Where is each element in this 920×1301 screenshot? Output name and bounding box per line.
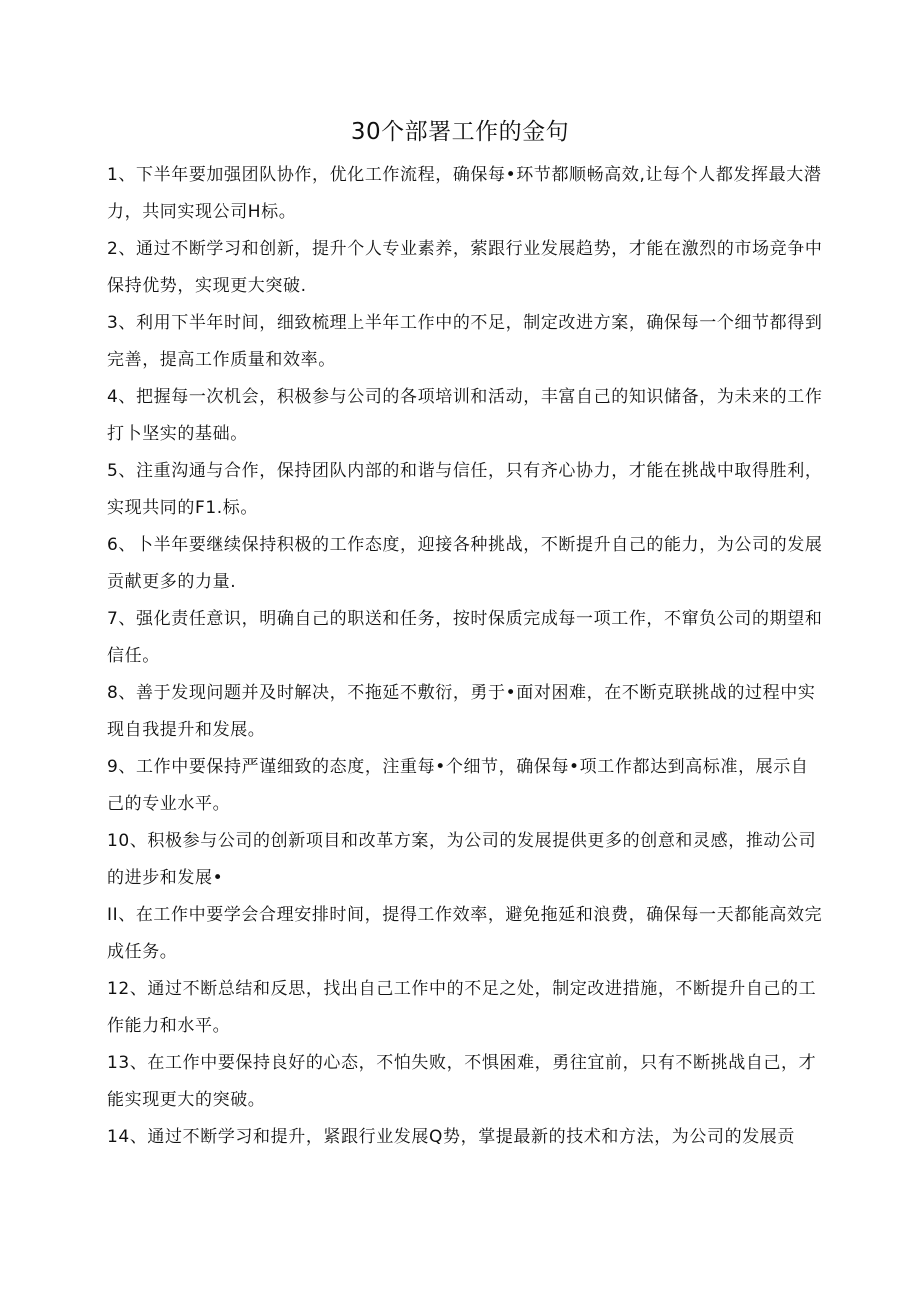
quote-item-1: 1、下半年要加强团队协作，优化工作流程，确保每•环节都顺畅高效,让每个人都发挥最大潜力，共同实现公司H标。 [107, 165, 822, 222]
quote-item-14: 14、通过不断学习和提升，紧跟行业发展Q势，掌提最新的技术和方法，为公司的发展贡 [107, 1127, 796, 1147]
quote-item-6: 6、卜半年要继续保持积极的工作态度，迎接各种挑战，不断提升自己的能力，为公司的发展贡献更多的力量. [107, 535, 823, 592]
quote-item-11: II、在工作中要学会合理安排时间，提得工作效率，避免拖延和浪费，确保每一天都能高效完成任务。 [107, 905, 823, 962]
quote-item-2: 2、通过不断学习和创新，提升个人专业素养，萦跟行业发展趋势，才能在激烈的市场竞争中保持优势，实现更大突破. [107, 239, 823, 296]
quote-item-10: 10、积极参与公司的创新项目和改革方案，为公司的发展提供更多的创意和灵感，推动公司的进步和发展• [107, 831, 817, 888]
quote-item-4: 4、把握每一次机会，积极参与公司的各项培训和活动，丰富自己的知识储备，为未来的工作打卜坚实的基础。 [107, 387, 823, 444]
document-title: 30个部署工作的金句 [350, 119, 570, 145]
quote-item-13: 13、在工作中要保持良好的心态，不怕失败，不惧困难，勇往宜前，只有不断挑战自己，才能实现更大的突破。 [107, 1053, 817, 1110]
quote-list [107, 157, 823, 1156]
quote-item-5: 5、注重沟通与合作，保持团队内部的和谐与信任，只有齐心协力，才能在挑战中取得胜利，实现共同的F1.标。 [107, 461, 823, 518]
quote-item-3: 3、利用下半年时间，细致梳理上半年工作中的不足，制定改进方案，确保每一个细节都得到完善，提高工作质量和效率。 [107, 313, 823, 370]
quote-item-8: 8、善于发现问题并及时解决，不拖延不敷衍，勇于•面对困难，在不断克联挑战的过程中实现自我提升和发展。 [107, 683, 816, 740]
quote-item-12: 12、通过不断总结和反思，找出自己工作中的不足之处，制定改进措施，不断提升自己的工作能力和水平。 [107, 979, 817, 1036]
quote-item-9: 9、工作中要保持严谨细致的态度，注重每•个细节，确保每•项工作都达到高标准，展示自己的专业水平。 [107, 757, 809, 814]
quote-item-7: 7、强化责任意识，明确自己的职送和任务，按时保质完成每一项工作，不窜负公司的期望和信任。 [107, 609, 823, 666]
